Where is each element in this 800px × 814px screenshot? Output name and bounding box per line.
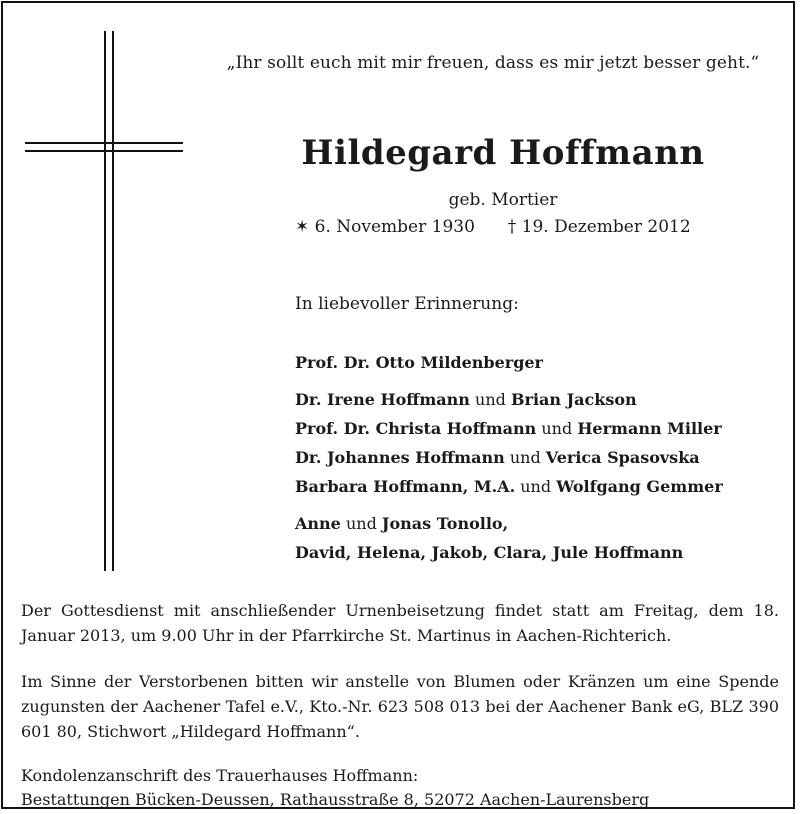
mourner-line: Dr. Johannes Hoffmann und Verica Spasovska — [295, 448, 700, 467]
star-icon: ✶ — [295, 217, 310, 237]
mourner-line: Prof. Dr. Christa Hoffmann und Hermann Miller — [295, 419, 722, 438]
service-paragraph: Der Gottesdienst mit anschließender Urnenbeisetzung findet statt am Freitag, dem 18. Januar 2013, um 9.00 Uhr in der Pfarrkirche St. Martinus in Aachen-Richterich. — [21, 601, 779, 645]
mourners-group-3 — [295, 509, 723, 567]
mourner-line: Dr. Irene Hoffmann und Brian Jackson — [295, 390, 637, 409]
donation-paragraph: Im Sinne der Verstorbenen bitten wir anstelle von Blumen oder Kränzen um eine Spende zugunsten der Aachener Tafel e.V., Kto.-Nr. 623 508 013 bei der Aachener Bank eG, BLZ 390 601 80, Stichwort „Hildegard Hoffmann“. — [21, 672, 779, 741]
condolence-details: Bestattungen Bücken-Deussen, Rathausstraße 8, 52072 Aachen-Laurensberg — [21, 790, 650, 809]
life-dates — [295, 217, 691, 237]
mourners-group-2 — [295, 385, 723, 501]
condolence-heading: Kondolenzanschrift des Trauerhauses Hoffmann: — [21, 766, 419, 785]
memory-heading: In liebevoller Erinnerung: — [295, 294, 519, 314]
birth-date: 6. November 1930 — [314, 217, 475, 237]
dagger-icon: † — [507, 217, 517, 237]
birth-name: geb. Mortier — [448, 190, 558, 210]
mourner-line: Prof. Dr. Otto Mildenberger — [295, 353, 543, 372]
mourner-line: Barbara Hoffmann, M.A. und Wolfgang Gemmer — [295, 477, 723, 496]
deceased-name: Hildegard Hoffmann — [301, 133, 705, 173]
condolence-address — [21, 764, 779, 812]
death-date: 19. Dezember 2012 — [521, 217, 691, 237]
cross-icon — [25, 31, 185, 571]
mourner-line: David, Helena, Jakob, Clara, Jule Hoffmann — [295, 543, 684, 562]
mourners-list — [295, 348, 723, 575]
mourner-line: Anne und Jonas Tonollo, — [295, 514, 509, 533]
obituary-frame — [1, 1, 795, 809]
mourners-group-1 — [295, 348, 723, 377]
motto-quote: „Ihr sollt euch mit mir freuen, dass es mir jetzt besser geht.“ — [226, 53, 760, 73]
